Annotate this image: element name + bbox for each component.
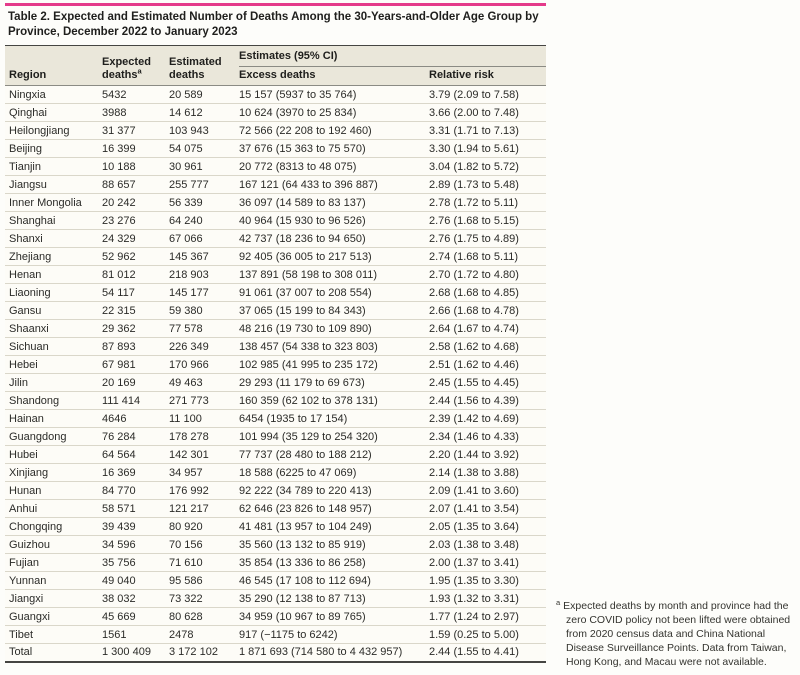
- cell-relative-risk: 2.58 (1.62 to 4.68): [429, 338, 546, 356]
- cell-excess: 6454 (1935 to 17 154): [239, 410, 429, 428]
- table-row: [5, 194, 546, 212]
- cell-excess: 917 (−1175 to 6242): [239, 626, 429, 644]
- cell-estimated: 218 903: [169, 266, 239, 284]
- table-row: [5, 320, 546, 338]
- cell-excess: 35 290 (12 138 to 87 713): [239, 590, 429, 608]
- cell-expected: 22 315: [102, 302, 169, 320]
- cell-relative-risk: 1.59 (0.25 to 5.00): [429, 626, 546, 644]
- cell-estimated: 271 773: [169, 392, 239, 410]
- table-row: [5, 122, 546, 140]
- cell-expected: 1561: [102, 626, 169, 644]
- cell-excess: 92 405 (36 005 to 217 513): [239, 248, 429, 266]
- cell-excess: 37 065 (15 199 to 84 343): [239, 302, 429, 320]
- table-row: [5, 518, 546, 536]
- cell-excess: 91 061 (37 007 to 208 554): [239, 284, 429, 302]
- cell-region: Beijing: [5, 140, 102, 158]
- cell-region: Liaoning: [5, 284, 102, 302]
- table-row: [5, 284, 546, 302]
- table-row: [5, 500, 546, 518]
- cell-excess: 35 560 (13 132 to 85 919): [239, 536, 429, 554]
- cell-region: Hunan: [5, 482, 102, 500]
- table-total-row: [5, 644, 546, 662]
- cell-region: Xinjiang: [5, 464, 102, 482]
- cell-excess: 18 588 (6225 to 47 069): [239, 464, 429, 482]
- cell-relative-risk: 1.95 (1.35 to 3.30): [429, 572, 546, 590]
- cell-estimated: 34 957: [169, 464, 239, 482]
- cell-region: Guangxi: [5, 608, 102, 626]
- table-row: [5, 410, 546, 428]
- cell-relative-risk: 2.70 (1.72 to 4.80): [429, 266, 546, 284]
- cell-expected: 23 276: [102, 212, 169, 230]
- col-header-region: Region: [5, 46, 102, 86]
- cell-estimated: 70 156: [169, 536, 239, 554]
- table-row: [5, 176, 546, 194]
- col-header-estimates-group: Estimates (95% CI): [239, 46, 546, 67]
- cell-region: Tianjin: [5, 158, 102, 176]
- cell-region: Guizhou: [5, 536, 102, 554]
- cell-excess: 72 566 (22 208 to 192 460): [239, 122, 429, 140]
- cell-relative-risk: 2.51 (1.62 to 4.46): [429, 356, 546, 374]
- cell-estimated: 71 610: [169, 554, 239, 572]
- table-row: [5, 86, 546, 104]
- cell-relative-risk: 2.00 (1.37 to 3.41): [429, 554, 546, 572]
- table-header: [5, 46, 546, 86]
- cell-estimated: 176 992: [169, 482, 239, 500]
- cell-relative-risk: 3.79 (2.09 to 7.58): [429, 88, 519, 101]
- table-row: [5, 608, 546, 626]
- cell-region: Sichuan: [5, 338, 102, 356]
- cell-estimated: 226 349: [169, 338, 239, 356]
- expected-deaths-label: Expected deaths: [102, 56, 151, 81]
- cell-relative-risk: 2.34 (1.46 to 4.33): [429, 428, 546, 446]
- cell-estimated: 20 589: [169, 88, 203, 101]
- table-row: [5, 140, 546, 158]
- cell-region: Yunnan: [5, 572, 102, 590]
- cell-relative-risk: 2.78 (1.72 to 5.11): [429, 194, 546, 212]
- cell-relative-risk: 2.74 (1.68 to 5.11): [429, 248, 546, 266]
- cell-expected: 38 032: [102, 590, 169, 608]
- cell-excess: 138 457 (54 338 to 323 803): [239, 338, 429, 356]
- cell-excess: 92 222 (34 789 to 220 413): [239, 482, 429, 500]
- cell-expected: 16 399: [102, 140, 169, 158]
- cell-region: Jiangxi: [5, 590, 102, 608]
- col-header-expected-deaths: [102, 46, 169, 86]
- cell-expected: 84 770: [102, 482, 169, 500]
- cell-expected: 3988: [102, 104, 169, 122]
- cell-region: Total: [5, 644, 102, 662]
- cell-expected: 4646: [102, 410, 169, 428]
- cell-estimated: 121 217: [169, 500, 239, 518]
- cell-excess: 137 891 (58 198 to 308 011): [239, 266, 429, 284]
- cell-excess: 102 985 (41 995 to 235 172): [239, 356, 429, 374]
- cell-relative-risk: 3.04 (1.82 to 5.72): [429, 158, 546, 176]
- cell-expected: 34 596: [102, 536, 169, 554]
- cell-expected: 58 571: [102, 500, 169, 518]
- table-row: [5, 374, 546, 392]
- table-row: [5, 230, 546, 248]
- cell-expected: 31 377: [102, 122, 169, 140]
- cell-excess: 46 545 (17 108 to 112 694): [239, 572, 429, 590]
- table-body: [5, 86, 546, 662]
- cell-estimated: 11 100: [169, 410, 239, 428]
- cell-estimated: 14 612: [169, 104, 239, 122]
- cell-relative-risk: 2.44 (1.56 to 4.39): [429, 392, 546, 410]
- col-header-estimated-deaths: Estimated deaths: [169, 46, 239, 86]
- cell-excess: 41 481 (13 957 to 104 249): [239, 518, 429, 536]
- cell-expected: 87 893: [102, 338, 169, 356]
- cell-excess: 29 293 (11 179 to 69 673): [239, 374, 429, 392]
- deaths-by-province-table: [5, 45, 546, 663]
- cell-relative-risk: 2.76 (1.68 to 5.15): [429, 212, 546, 230]
- cell-region: Jilin: [5, 374, 102, 392]
- table-row: [5, 212, 546, 230]
- cell-excess: 160 359 (62 102 to 378 131): [239, 392, 429, 410]
- cell-excess: 101 994 (35 129 to 254 320): [239, 428, 429, 446]
- table-row: [5, 266, 546, 284]
- cell-relative-risk: 2.89 (1.73 to 5.48): [429, 176, 546, 194]
- cell-excess: 35 854 (13 336 to 86 258): [239, 554, 429, 572]
- cell-estimated: 103 943: [169, 122, 239, 140]
- cell-region: Hubei: [5, 446, 102, 464]
- table-row: [5, 338, 546, 356]
- cell-estimated: 30 961: [169, 158, 239, 176]
- cell-expected: 29 362: [102, 320, 169, 338]
- cell-relative-risk: 2.66 (1.68 to 4.78): [429, 302, 546, 320]
- cell-relative-risk: 2.44 (1.55 to 4.41): [429, 644, 546, 662]
- cell-relative-risk: 1.77 (1.24 to 2.97): [429, 608, 546, 626]
- cell-expected: 64 564: [102, 446, 169, 464]
- cell-region: Shandong: [5, 392, 102, 410]
- cell-region: Tibet: [5, 626, 102, 644]
- cell-expected: 10 188: [102, 158, 169, 176]
- cell-estimated: 49 463: [169, 374, 239, 392]
- cell-estimated: 67 066: [169, 230, 239, 248]
- table-row: [5, 356, 546, 374]
- cell-relative-risk: 2.20 (1.44 to 3.92): [429, 446, 546, 464]
- table-row: [5, 428, 546, 446]
- table-title: Table 2. Expected and Estimated Number of Deaths Among the 30-Years-and-Older Age Group by Province, December 2022 to January 2023: [8, 11, 539, 38]
- cell-expected: 76 284: [102, 428, 169, 446]
- cell-excess: 1 871 693 (714 580 to 4 432 957): [239, 644, 429, 662]
- cell-estimated: 255 777: [169, 176, 239, 194]
- table-row: [5, 104, 546, 122]
- cell-relative-risk: 2.39 (1.42 to 4.69): [429, 410, 546, 428]
- cell-relative-risk: 2.05 (1.35 to 3.64): [429, 518, 546, 536]
- cell-excess: 42 737 (18 236 to 94 650): [239, 230, 429, 248]
- cell-estimated: 64 240: [169, 212, 239, 230]
- table-row: [5, 482, 546, 500]
- cell-region: Jiangsu: [5, 176, 102, 194]
- cell-estimated: 145 367: [169, 248, 239, 266]
- cell-expected: 20 242: [102, 194, 169, 212]
- cell-estimated: 170 966: [169, 356, 239, 374]
- cell-region: Ningxia: [9, 88, 46, 101]
- cell-excess: 34 959 (10 967 to 89 765): [239, 608, 429, 626]
- cell-expected: 45 669: [102, 608, 169, 626]
- cell-estimated: 73 322: [169, 590, 239, 608]
- cell-relative-risk: 3.30 (1.94 to 5.61): [429, 140, 546, 158]
- cell-region: Anhui: [5, 500, 102, 518]
- cell-excess: 10 624 (3970 to 25 834): [239, 104, 429, 122]
- cell-relative-risk: 2.76 (1.75 to 4.89): [429, 230, 546, 248]
- footnote-marker: a: [556, 597, 561, 607]
- cell-region: Hebei: [5, 356, 102, 374]
- cell-expected: 24 329: [102, 230, 169, 248]
- cell-expected: 35 756: [102, 554, 169, 572]
- cell-excess: 77 737 (28 480 to 188 212): [239, 446, 429, 464]
- cell-estimated: 56 339: [169, 194, 239, 212]
- cell-excess: 167 121 (64 433 to 396 887): [239, 176, 429, 194]
- footnote-text: Expected deaths by month and province had the zero COVID policy not been lifted were obtained from 2020 census data and China National Disease Surveillance Points. Data from Taiwan, Hong Kong, and Macau were not available.: [563, 600, 791, 668]
- cell-estimated: 2478: [169, 626, 239, 644]
- cell-expected: 111 414: [102, 392, 169, 410]
- table-row: [5, 464, 546, 482]
- cell-region: Hainan: [5, 410, 102, 428]
- cell-region: Shaanxi: [5, 320, 102, 338]
- table-footnote: [556, 599, 795, 669]
- cell-relative-risk: 2.68 (1.68 to 4.85): [429, 284, 546, 302]
- cell-relative-risk: 1.93 (1.32 to 3.31): [429, 590, 546, 608]
- table-row: [5, 302, 546, 320]
- cell-relative-risk: 2.45 (1.55 to 4.45): [429, 374, 546, 392]
- cell-region: Shanghai: [5, 212, 102, 230]
- table-accent-bar: [5, 3, 546, 6]
- cell-expected: 81 012: [102, 266, 169, 284]
- cell-excess: 20 772 (8313 to 48 075): [239, 158, 429, 176]
- cell-relative-risk: 3.31 (1.71 to 7.13): [429, 122, 546, 140]
- table2-card: [5, 3, 546, 663]
- table-row: [5, 446, 546, 464]
- table-row: [5, 536, 546, 554]
- cell-estimated: 80 628: [169, 608, 239, 626]
- cell-relative-risk: 3.66 (2.00 to 7.48): [429, 104, 546, 122]
- cell-region: Qinghai: [5, 104, 102, 122]
- cell-estimated: 3 172 102: [169, 644, 239, 662]
- table-row: [5, 626, 546, 644]
- cell-estimated: 178 278: [169, 428, 239, 446]
- cell-expected: 67 981: [102, 356, 169, 374]
- cell-region: Fujian: [5, 554, 102, 572]
- table-row: [5, 392, 546, 410]
- table-row: [5, 590, 546, 608]
- cell-region: Heilongjiang: [5, 122, 102, 140]
- cell-relative-risk: 2.09 (1.41 to 3.60): [429, 482, 546, 500]
- table-row: [5, 158, 546, 176]
- cell-expected: 20 169: [102, 374, 169, 392]
- col-header-relative-risk: Relative risk: [429, 66, 546, 86]
- cell-excess: 40 964 (15 930 to 96 526): [239, 212, 429, 230]
- cell-expected: 1 300 409: [102, 644, 169, 662]
- cell-region: Henan: [5, 266, 102, 284]
- cell-estimated: 77 578: [169, 320, 239, 338]
- cell-expected: 54 117: [102, 284, 169, 302]
- col-header-excess-deaths: Excess deaths: [239, 66, 429, 86]
- cell-estimated: 80 920: [169, 518, 239, 536]
- footnote-ref-a: a: [137, 65, 142, 75]
- cell-region: Shanxi: [5, 230, 102, 248]
- cell-region: Inner Mongolia: [5, 194, 102, 212]
- cell-estimated: 142 301: [169, 446, 239, 464]
- cell-expected: 52 962: [102, 248, 169, 266]
- cell-excess: 37 676 (15 363 to 75 570): [239, 140, 429, 158]
- cell-expected: 39 439: [102, 518, 169, 536]
- cell-expected: 88 657: [102, 176, 169, 194]
- cell-region: Guangdong: [5, 428, 102, 446]
- cell-relative-risk: 2.03 (1.38 to 3.48): [429, 536, 546, 554]
- table-row: [5, 248, 546, 266]
- cell-estimated: 59 380: [169, 302, 239, 320]
- cell-relative-risk: 2.64 (1.67 to 4.74): [429, 320, 546, 338]
- cell-excess: 48 216 (19 730 to 109 890): [239, 320, 429, 338]
- cell-excess: 62 646 (23 826 to 148 957): [239, 500, 429, 518]
- cell-relative-risk: 2.07 (1.41 to 3.54): [429, 500, 546, 518]
- table-row: [5, 572, 546, 590]
- cell-region: Chongqing: [5, 518, 102, 536]
- cell-region: Zhejiang: [5, 248, 102, 266]
- table-row: [5, 554, 546, 572]
- cell-excess: 15 157 (5937 to 35 764): [239, 88, 357, 101]
- cell-excess: 36 097 (14 589 to 83 137): [239, 194, 429, 212]
- cell-expected: 16 369: [102, 464, 169, 482]
- cell-estimated: 145 177: [169, 284, 239, 302]
- cell-relative-risk: 2.14 (1.38 to 3.88): [429, 464, 546, 482]
- cell-estimated: 54 075: [169, 140, 239, 158]
- cell-expected: 5432: [102, 88, 127, 101]
- cell-estimated: 95 586: [169, 572, 239, 590]
- cell-region: Gansu: [5, 302, 102, 320]
- cell-expected: 49 040: [102, 572, 169, 590]
